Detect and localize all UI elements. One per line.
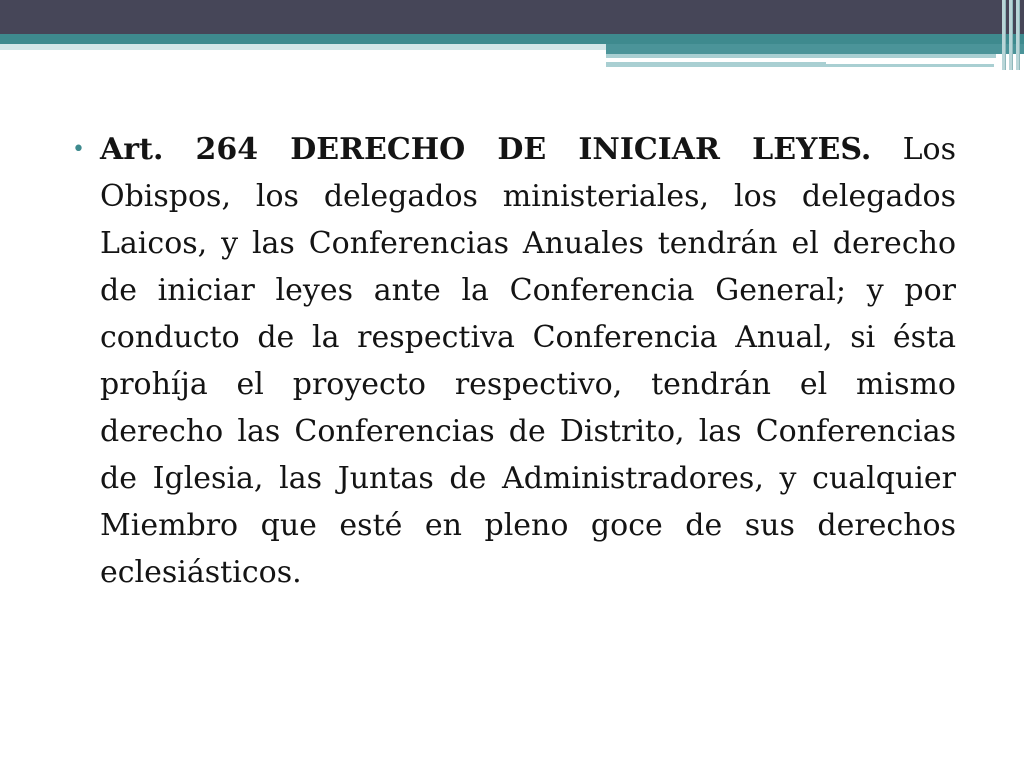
article-heading: Art. 264 DERECHO DE INICIAR LEYES. — [100, 132, 872, 167]
corner-bar — [1002, 0, 1006, 70]
header-corner-bars — [1002, 0, 1020, 70]
header-teal-band — [0, 34, 1024, 44]
article-body: Los Obispos, los delegados ministeriales, los delegados Laicos, y las Conferencias Anuales tendrán el derecho de iniciar leyes ante la Conferencia General; y por conducto de la respectiva Conferencia Anual, si ésta prohíja el proyecto respectivo, tendrán el mismo derecho las Conferencias de Distrito, las Conferencias de Iglesia, las Juntas de Administradores, y cualquier Miembro que esté en pleno goce de sus derechos eclesiásticos. — [100, 132, 956, 590]
header-rule — [826, 64, 994, 67]
slide-content — [70, 126, 956, 596]
header-light-strip — [0, 44, 606, 50]
header-step-band — [606, 44, 1024, 54]
bullet-icon: • — [72, 137, 85, 162]
corner-bar — [1016, 0, 1020, 70]
header-dark-band — [0, 0, 1024, 34]
bullet-paragraph — [70, 126, 956, 596]
header-rule — [606, 54, 996, 58]
header-rule — [606, 62, 826, 67]
corner-bar — [1009, 0, 1013, 70]
